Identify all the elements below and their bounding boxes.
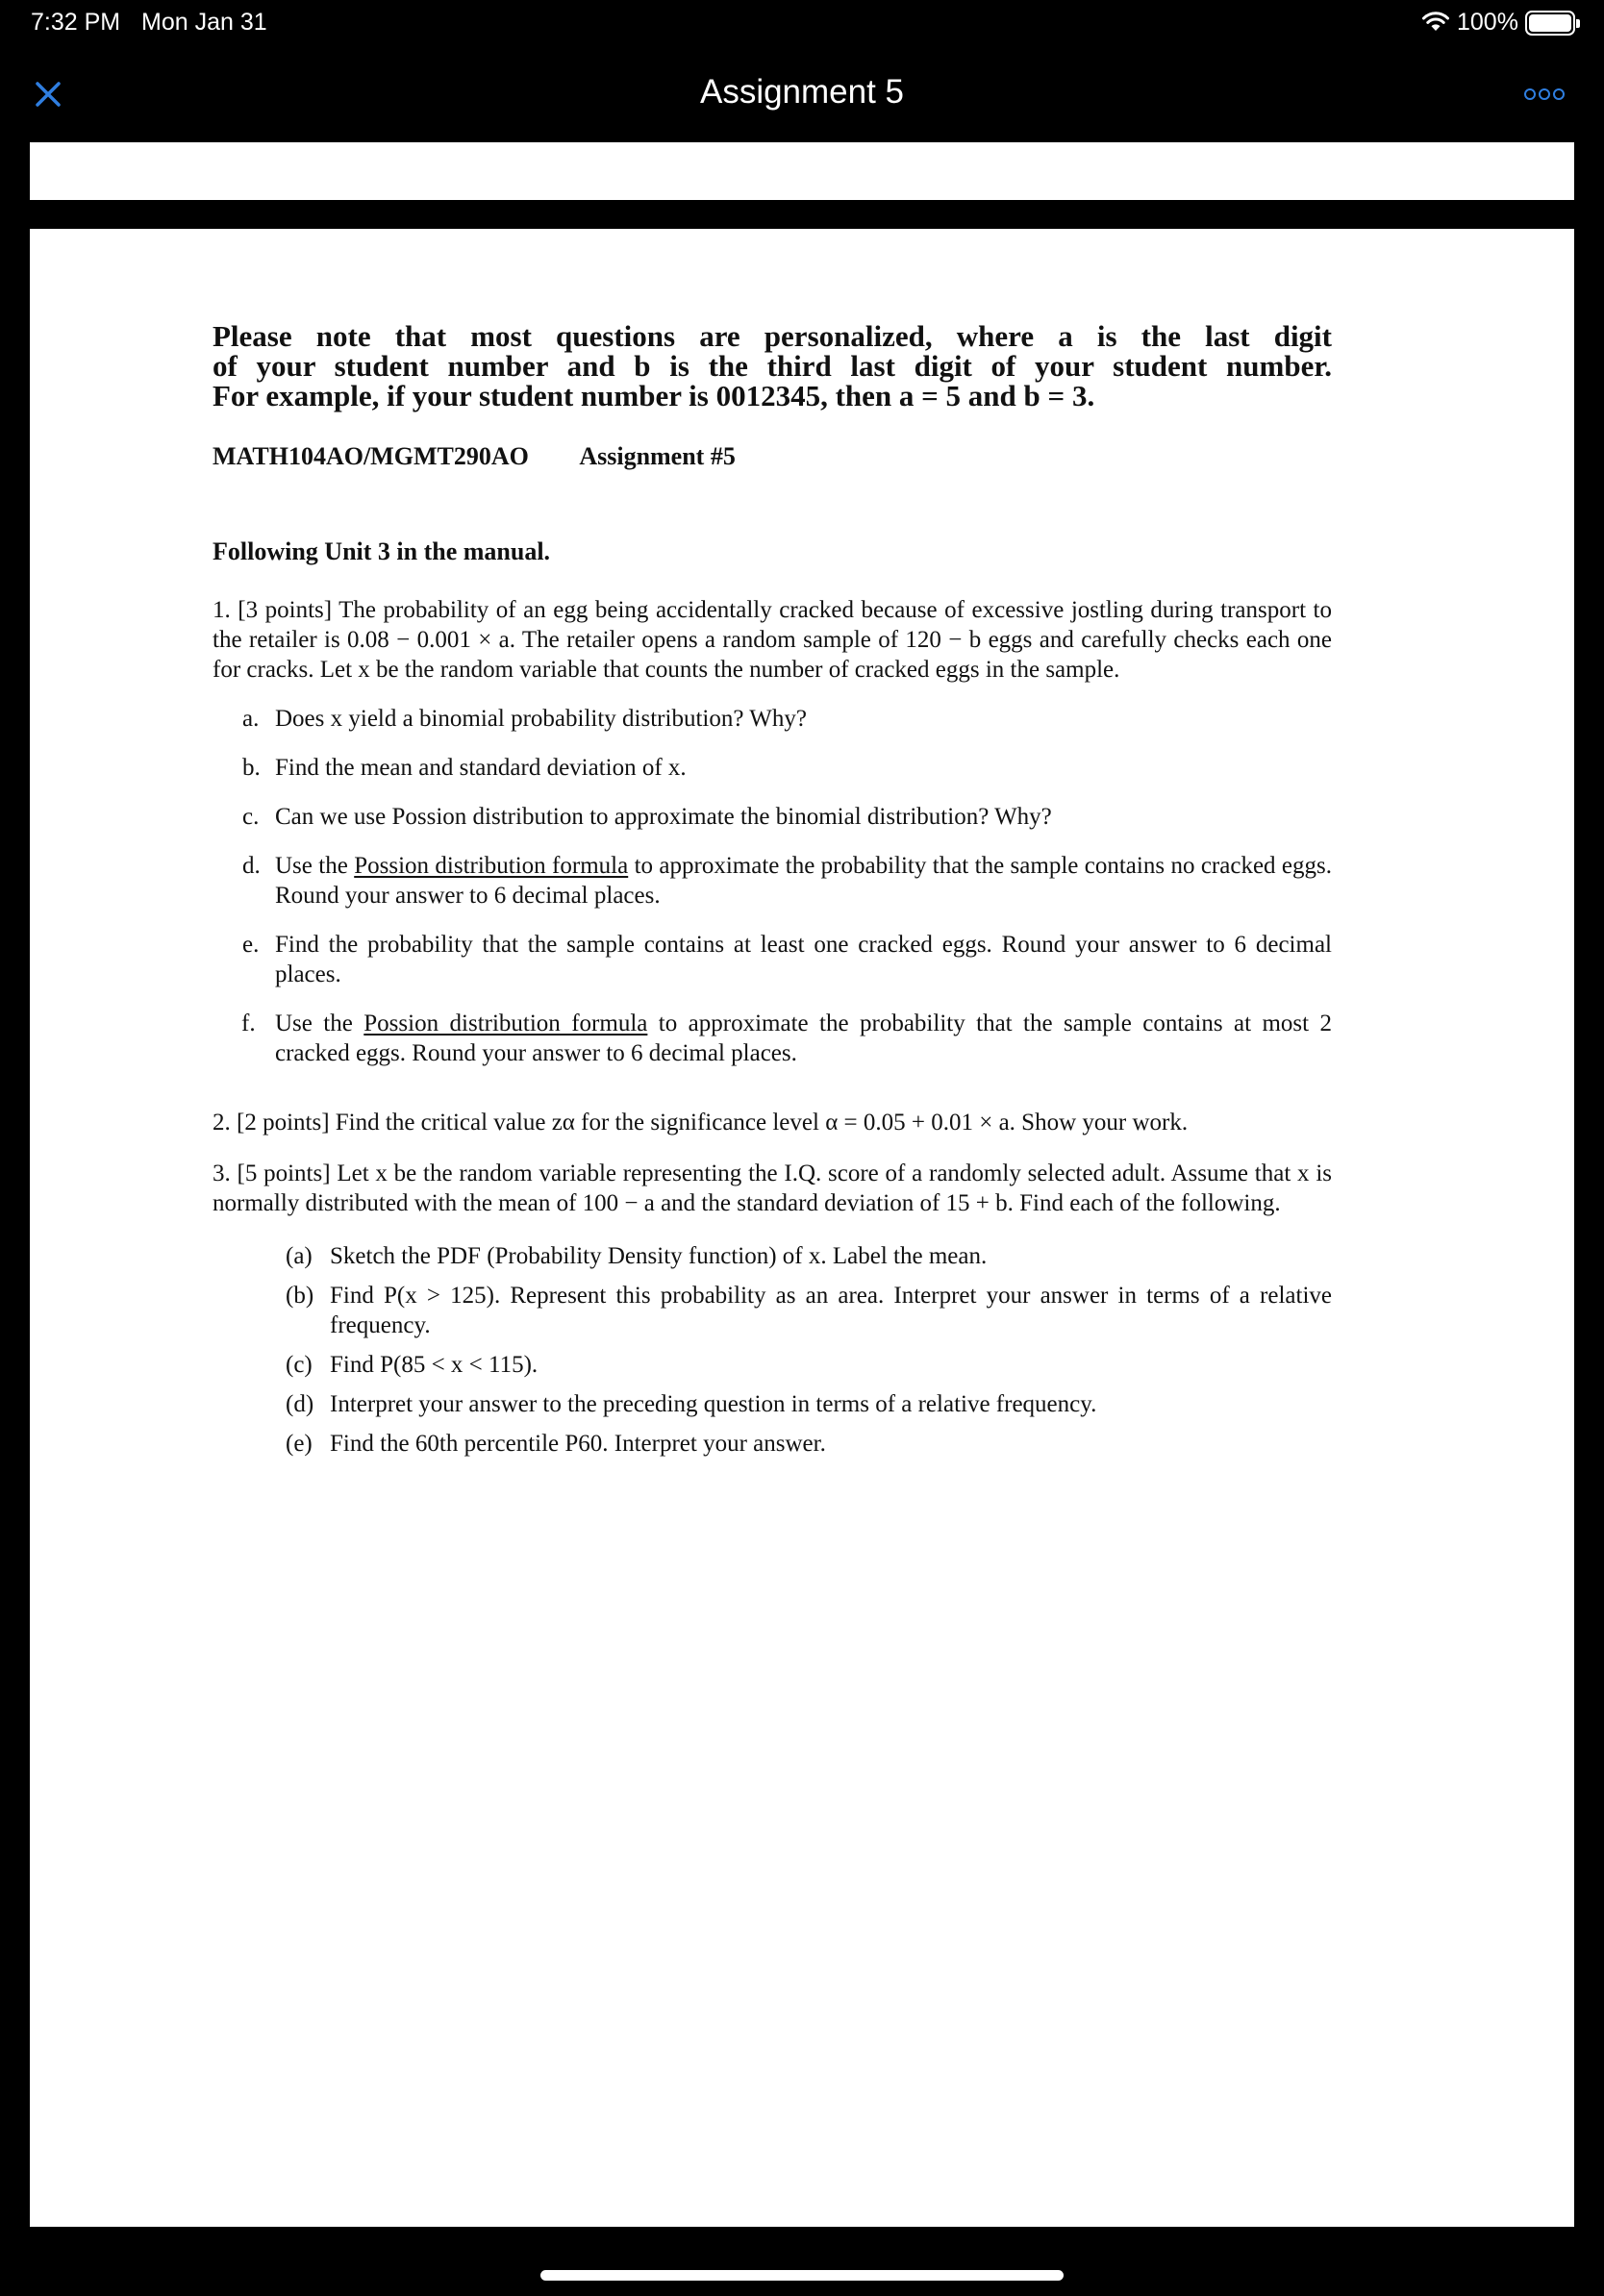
document-page[interactable]	[30, 229, 1574, 2227]
part-text: Find P(85 < x < 115).	[330, 1352, 539, 1378]
part-label: d.	[242, 853, 261, 879]
unit-note: Following Unit 3 in the manual.	[213, 537, 551, 565]
question-3-part-e	[213, 1429, 1332, 1459]
part-label: a.	[242, 706, 260, 732]
question-3-parts	[213, 1241, 1332, 1459]
course-header	[213, 442, 1332, 471]
part-label: f.	[241, 1011, 256, 1036]
document-content	[213, 321, 1332, 1459]
question-1-part-f	[213, 1009, 1332, 1068]
intro-line: of your student number and b is the third last digit of your student number.	[213, 349, 1332, 383]
part-text: Find the 60th percentile P60. Interpret your answer.	[330, 1431, 826, 1457]
part-label: (a)	[286, 1243, 313, 1269]
status-bar	[0, 0, 1604, 46]
assignment-number: Assignment #5	[579, 442, 736, 470]
intro-note	[213, 321, 1332, 411]
part-text: Find the probability that the sample contains at least one cracked eggs. Round your answer to 6 decimal places.	[275, 932, 1332, 987]
intro-line: Please note that most questions are personalized, where a is the last digit	[213, 319, 1332, 353]
part-text: Find P(x > 125). Represent this probability as an area. Interpret your answer in terms of a relative frequency.	[330, 1283, 1332, 1338]
question-1-part-d	[213, 851, 1332, 911]
part-label: e.	[242, 932, 260, 958]
part-text: Sketch the PDF (Probability Density function) of x. Label the mean.	[330, 1243, 988, 1269]
part-label: (e)	[286, 1431, 313, 1457]
battery-fill	[1529, 14, 1571, 32]
status-date: Mon Jan 31	[141, 9, 267, 36]
part-label: c.	[242, 804, 260, 830]
previous-page-fragment	[30, 142, 1574, 200]
part-text-pre: Use the	[275, 1011, 364, 1036]
part-text: Can we use Possion distribution to approximate the binomial distribution? Why?	[275, 804, 1052, 830]
intro-line: For example, if your student number is 0012345, then a = 5 and b = 3.	[213, 379, 1095, 412]
poisson-formula-link[interactable]: Possion distribution formula	[354, 853, 629, 879]
question-1-part-e	[213, 930, 1332, 989]
wifi-icon	[1421, 10, 1450, 33]
home-indicator[interactable]	[540, 2270, 1064, 2281]
question-1-part-a	[213, 704, 1332, 734]
poisson-formula-link[interactable]: Possion distribution formula	[363, 1011, 648, 1036]
question-2: 2. [2 points] Find the critical value zα for the significance level α = 0.05 + 0.01 × a. Show your work.	[213, 1110, 1189, 1136]
battery-icon	[1525, 11, 1575, 36]
question-3-part-c	[213, 1350, 1332, 1380]
part-text-post: to approximate the probability that the sample contains no cracked eggs. Round your answer to 6 decimal places.	[275, 853, 1333, 909]
part-label: (c)	[286, 1352, 313, 1378]
part-label: (b)	[286, 1283, 314, 1309]
battery-percent: 100%	[1457, 9, 1518, 36]
question-1-part-c	[213, 802, 1332, 832]
part-text: Find the mean and standard deviation of x.	[275, 755, 687, 781]
nav-bar	[0, 46, 1604, 142]
question-3-part-d	[213, 1389, 1332, 1419]
question-1: 1. [3 points] The probability of an egg being accidentally cracked because of excessive jostling during transport to the retailer is 0.08 − 0.001 × a. The retailer opens a random sample of 120 − b eggs and carefully checks each one for cracks. Let x be the random variable that counts the number of cracked eggs in the sample.	[213, 597, 1332, 683]
part-text-pre: Use the	[275, 853, 355, 879]
part-text: Does x yield a binomial probability distribution? Why?	[275, 706, 807, 732]
question-3-part-a	[213, 1241, 1332, 1271]
part-label: (d)	[286, 1391, 314, 1417]
status-time: 7:32 PM	[31, 9, 121, 36]
more-icon[interactable]	[1523, 87, 1566, 102]
course-code: MATH104AO/MGMT290AO	[213, 442, 529, 470]
part-label: b.	[242, 755, 261, 781]
question-1-part-b	[213, 753, 1332, 783]
question-3-part-b	[213, 1281, 1332, 1340]
part-text-post: to approximate the probability that the sample contains at most 2 cracked eggs. Round your answer to 6 decimal places.	[275, 1011, 1333, 1066]
part-text: Interpret your answer to the preceding question in terms of a relative frequency.	[330, 1391, 1097, 1417]
question-3: 3. [5 points] Let x be the random variable representing the I.Q. score of a randomly selected adult. Assume that x is normally distributed with the mean of 100 − a and the standard deviation of 15 + b. Find each of the following.	[213, 1160, 1332, 1216]
page-title: Assignment 5	[699, 73, 905, 111]
